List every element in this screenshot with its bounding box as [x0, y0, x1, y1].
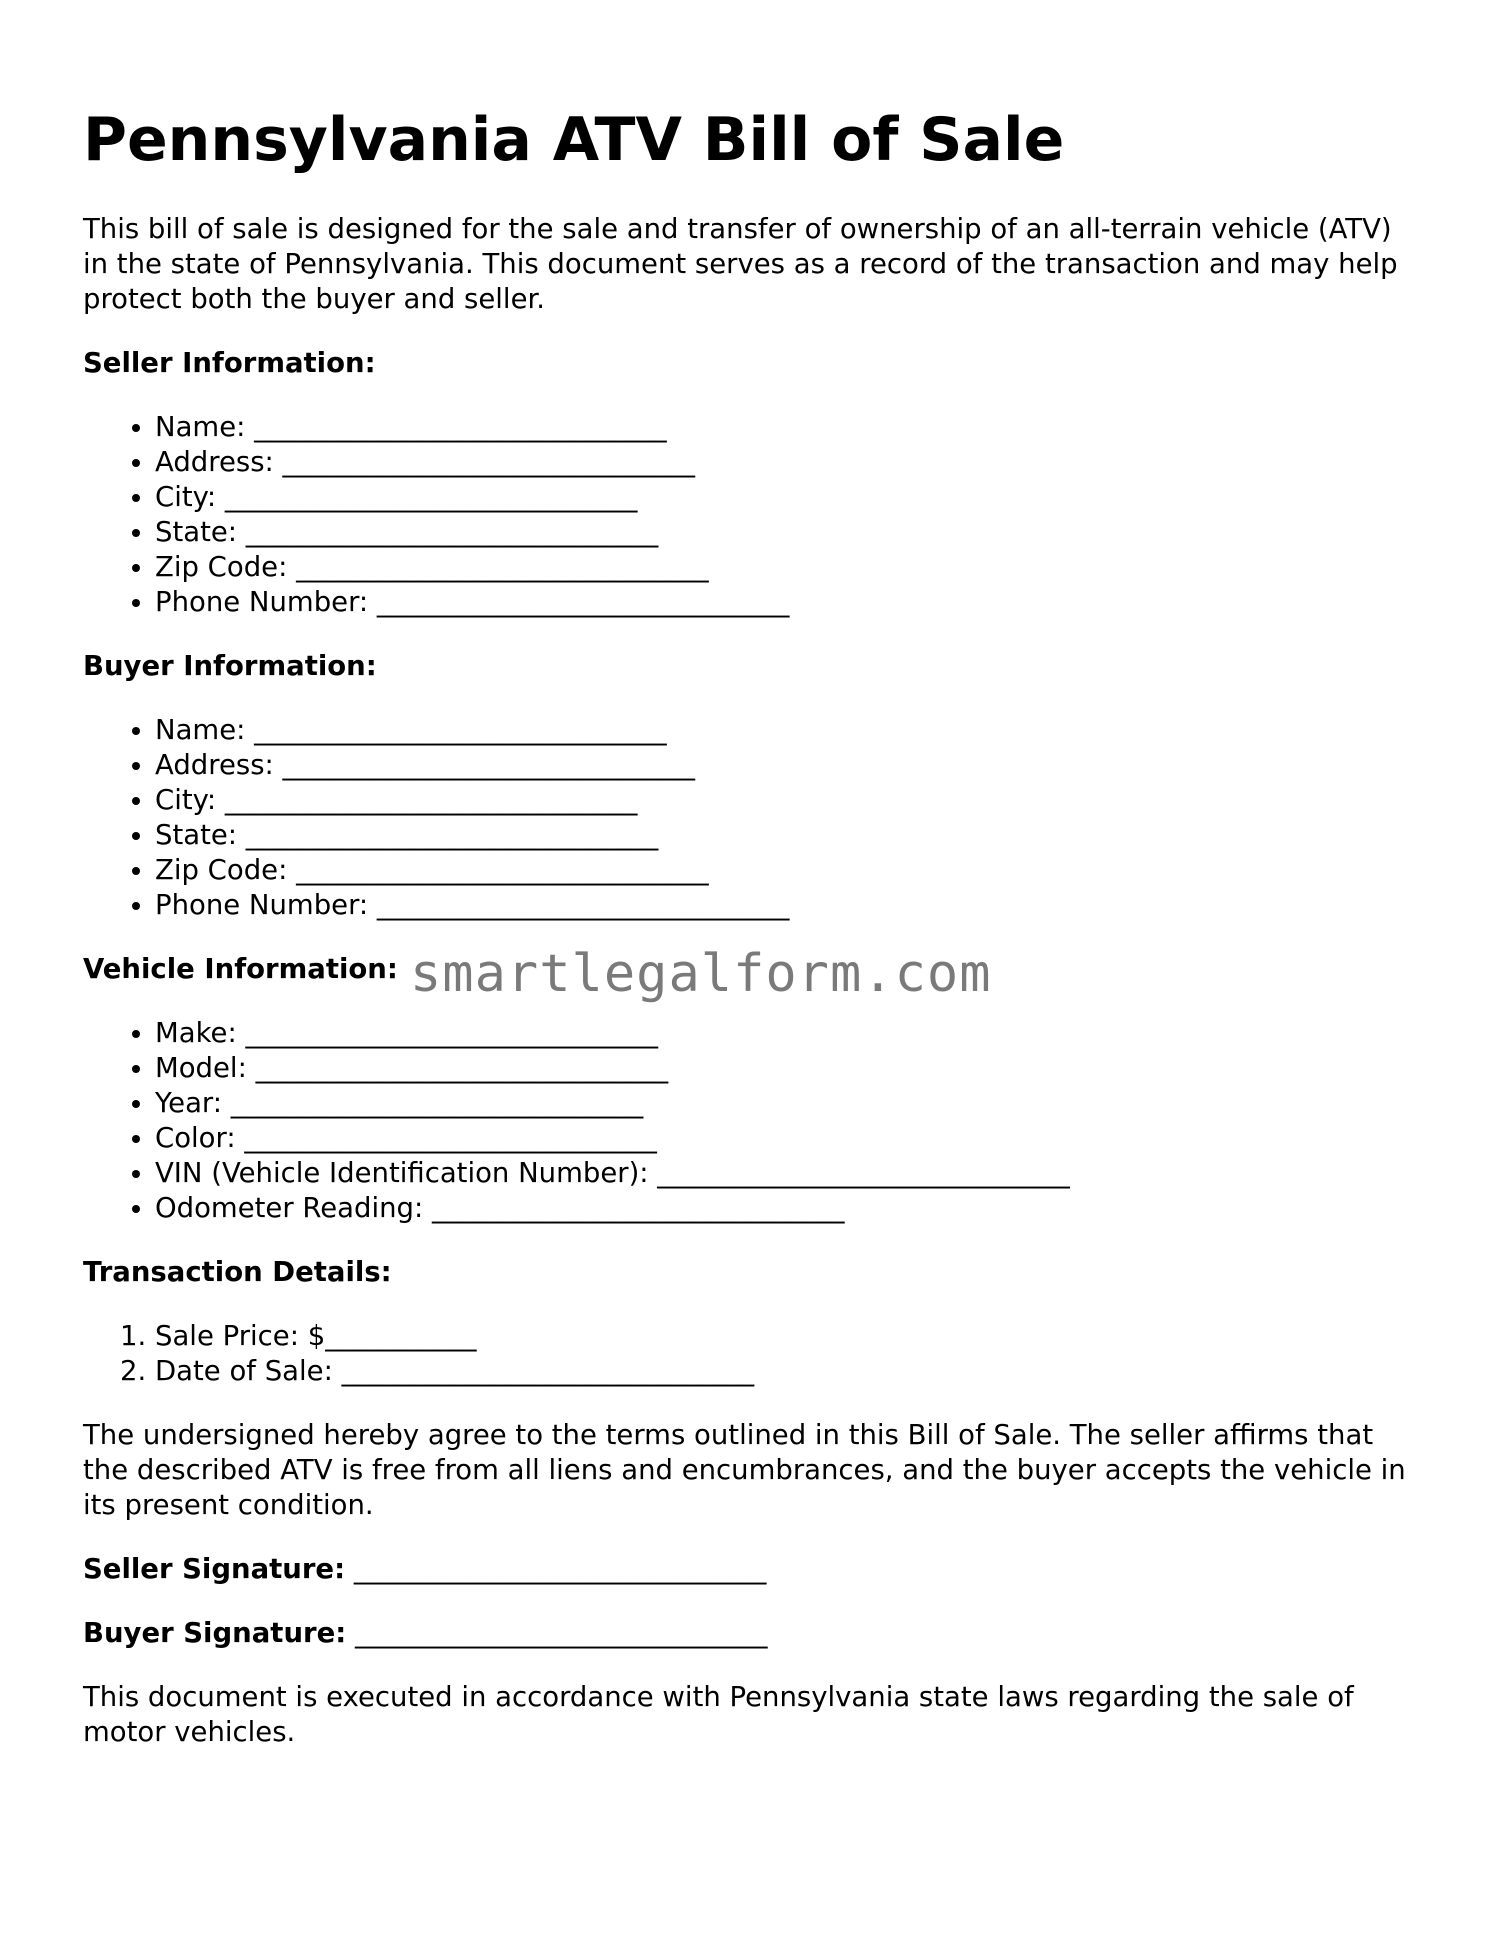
closing-paragraph: This document is executed in accordance with Pennsylvania state laws regarding the sale of motor vehicles.: [83, 1681, 1354, 1748]
vehicle-color-field: • Color: ______________________________: [155, 1121, 1423, 1156]
seller-fields-list: [83, 410, 1423, 620]
transaction-section-heading: Transaction Details:: [83, 1256, 392, 1288]
seller-signature-label: Seller Signature:: [83, 1553, 346, 1585]
seller-zip-field: • Zip Code: ______________________________: [155, 550, 1423, 585]
buyer-city-field: • City: ______________________________: [155, 783, 1423, 818]
buyer-fields-list: [83, 713, 1423, 923]
buyer-address-field: • Address: ______________________________: [155, 748, 1423, 783]
buyer-zip-field: • Zip Code: ______________________________: [155, 853, 1423, 888]
buyer-signature-label: Buyer Signature:: [83, 1617, 347, 1649]
buyer-name-field: • Name: ______________________________: [155, 713, 1423, 748]
vehicle-section-heading: Vehicle Information:: [83, 953, 398, 985]
seller-state-field: • State: ______________________________: [155, 515, 1423, 550]
seller-address-field: • Address: ______________________________: [155, 445, 1423, 480]
seller-city-field: • City: ______________________________: [155, 480, 1423, 515]
seller-signature-line: [83, 1552, 1423, 1587]
page-title: Pennsylvania ATV Bill of Sale: [83, 105, 1065, 175]
transaction-fields-list: [83, 1319, 1423, 1389]
vehicle-odometer-field: • Odometer Reading: ______________________________: [155, 1191, 1423, 1226]
agreement-paragraph: The undersigned hereby agree to the terms outlined in this Bill of Sale. The seller affirms that the described ATV is free from all liens and encumbrances, and the buyer accepts the vehicle in its present condition.: [83, 1419, 1406, 1521]
vehicle-fields-list: [83, 1016, 1423, 1226]
vehicle-model-field: • Model: ______________________________: [155, 1051, 1423, 1086]
buyer-state-field: • State: ______________________________: [155, 818, 1423, 853]
intro-paragraph: This bill of sale is designed for the sale and transfer of ownership of an all-terrain vehicle (ATV) in the state of Pennsylvania. This document serves as a record of the transaction and may help protect both the buyer and seller.: [83, 213, 1398, 315]
sale-price-field: 1. Sale Price: $___________: [155, 1319, 1423, 1354]
seller-name-field: • Name: ______________________________: [155, 410, 1423, 445]
vehicle-vin-field: • VIN (Vehicle Identification Number): ______________________________: [155, 1156, 1423, 1191]
vehicle-make-field: • Make: ______________________________: [155, 1016, 1423, 1051]
buyer-phone-field: • Phone Number: ______________________________: [155, 888, 1423, 923]
seller-signature-blank: ______________________________: [353, 1553, 767, 1585]
vehicle-year-field: • Year: ______________________________: [155, 1086, 1423, 1121]
buyer-signature-blank: ______________________________: [355, 1617, 768, 1649]
seller-section-heading: Seller Information:: [83, 347, 376, 379]
watermark: smartlegalform.com: [410, 944, 992, 1004]
buyer-signature-line: [83, 1616, 1423, 1651]
document-page: [83, 100, 1423, 1750]
seller-phone-field: • Phone Number: ______________________________: [155, 585, 1423, 620]
buyer-section-heading: Buyer Information:: [83, 650, 377, 682]
sale-date-field: 2. Date of Sale: ______________________________: [155, 1354, 1423, 1389]
